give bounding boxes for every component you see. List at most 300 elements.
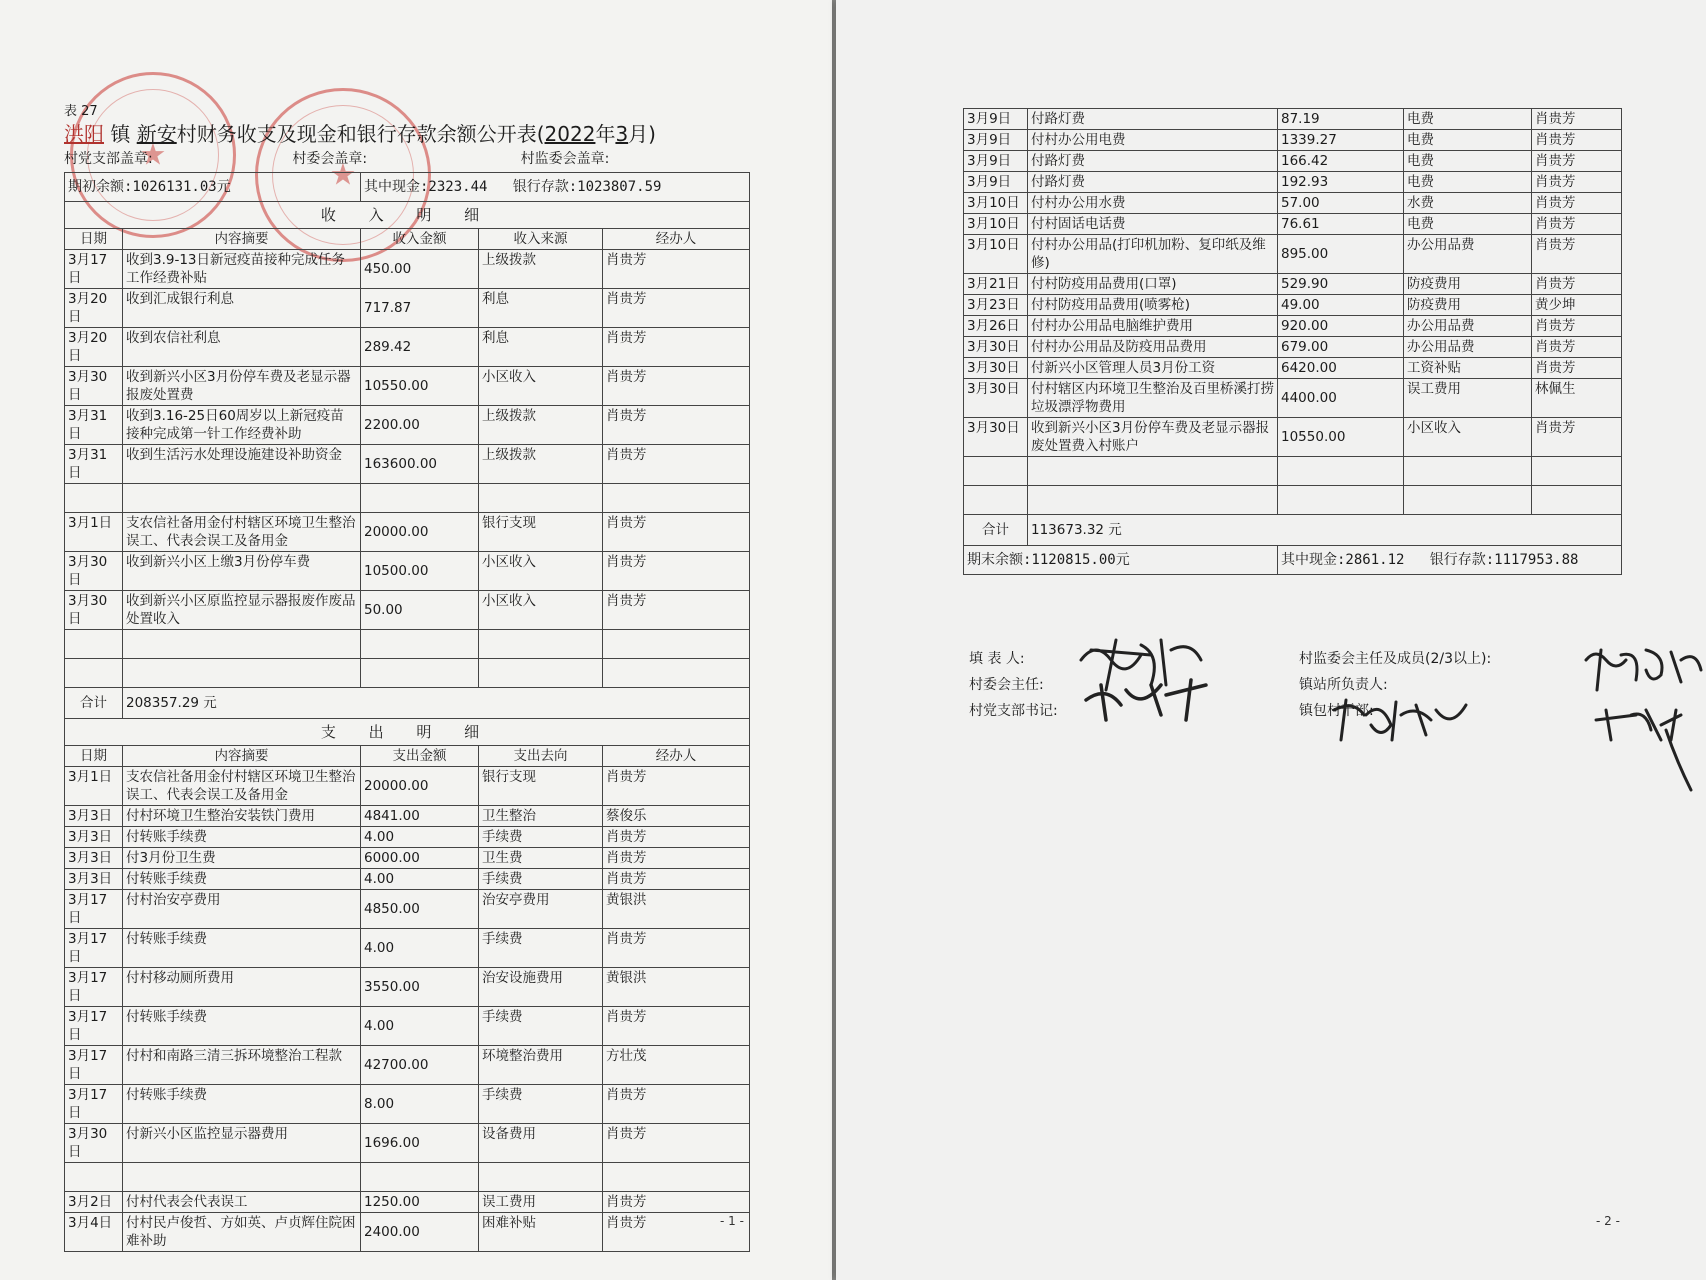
description-cell: 付转账手续费 <box>123 1007 361 1046</box>
category-cell <box>479 484 603 513</box>
handler-cell: 蔡俊乐 <box>603 806 750 827</box>
category-cell <box>479 659 603 688</box>
handler-cell: 肖贵芳 <box>1532 418 1622 457</box>
date-cell <box>65 1163 123 1192</box>
date-cell: 3月21日 <box>964 274 1028 295</box>
party-secretary-label: 村党支部书记: <box>969 703 1058 719</box>
category-cell: 手续费 <box>479 869 603 890</box>
handler-cell: 肖贵芳 <box>1532 151 1622 172</box>
description-cell: 付3月份卫生费 <box>123 848 361 869</box>
category-cell: 电费 <box>1404 172 1532 193</box>
date-cell: 3月17日 <box>65 250 123 289</box>
amount-cell: 4850.00 <box>361 890 479 929</box>
expense-row <box>65 869 750 890</box>
category-cell <box>1404 457 1532 486</box>
expense-row <box>65 806 750 827</box>
category-cell <box>479 630 603 659</box>
red-seal-stamp: ★ <box>255 88 431 262</box>
handler-cell: 肖贵芳 <box>1532 235 1622 274</box>
amount-cell: 50.00 <box>361 591 479 630</box>
handler-cell: 黄银洪 <box>603 968 750 1007</box>
party-seal-label: 村党支部盖章: <box>64 151 153 167</box>
description-cell: 付转账手续费 <box>123 827 361 848</box>
date-cell: 3月10日 <box>964 235 1028 274</box>
date-cell: 3月9日 <box>964 151 1028 172</box>
amount-cell <box>1278 457 1404 486</box>
category-cell: 电费 <box>1404 109 1532 130</box>
amount-cell: 4.00 <box>361 929 479 968</box>
category-cell: 上级拨款 <box>479 445 603 484</box>
amount-cell <box>361 659 479 688</box>
description-cell: 付转账手续费 <box>123 1085 361 1124</box>
amount-cell <box>361 484 479 513</box>
expense-row <box>964 418 1622 457</box>
description-cell <box>123 1163 361 1192</box>
document-page-2 <box>836 0 1706 1280</box>
date-cell: 3月30日 <box>964 337 1028 358</box>
amount-cell: 2400.00 <box>361 1213 479 1252</box>
date-cell: 3月3日 <box>65 806 123 827</box>
amount-cell: 4.00 <box>361 827 479 848</box>
date-cell: 3月3日 <box>65 827 123 848</box>
description-cell: 付村办公用品及防疫用品费用 <box>1028 337 1278 358</box>
description-cell: 付转账手续费 <box>123 869 361 890</box>
town-cadre-label: 镇包村干部: <box>1299 703 1374 719</box>
date-cell: 3月30日 <box>964 358 1028 379</box>
closing-balance: 期末余额:1120815.00元 <box>964 546 1278 575</box>
amount-cell: 87.19 <box>1278 109 1404 130</box>
category-cell: 防疫费用 <box>1404 295 1532 316</box>
expense-row <box>964 457 1622 486</box>
amount-cell: 192.93 <box>1278 172 1404 193</box>
category-cell: 设备费用 <box>479 1124 603 1163</box>
description-cell: 付新兴小区管理人员3月份工资 <box>1028 358 1278 379</box>
handler-cell <box>603 484 750 513</box>
handler-cell <box>1532 486 1622 515</box>
amount-cell: 76.61 <box>1278 214 1404 235</box>
handler-cell: 肖贵芳 <box>603 591 750 630</box>
date-cell: 3月1日 <box>65 513 123 552</box>
description-cell <box>123 630 361 659</box>
amount-cell: 20000.00 <box>361 767 479 806</box>
income-header-row <box>65 229 750 250</box>
category-cell: 困难补贴 <box>479 1213 603 1252</box>
date-cell: 3月20日 <box>65 289 123 328</box>
amount-cell <box>1278 486 1404 515</box>
category-cell: 手续费 <box>479 929 603 968</box>
description-cell: 付村环境卫生整治安装铁门费用 <box>123 806 361 827</box>
amount-cell: 42700.00 <box>361 1046 479 1085</box>
expense-row <box>65 1213 750 1252</box>
income-row <box>65 328 750 367</box>
category-cell: 防疫费用 <box>1404 274 1532 295</box>
description-cell: 收到生活污水处理设施建设补助资金 <box>123 445 361 484</box>
expense-row <box>65 767 750 806</box>
amount-cell: 20000.00 <box>361 513 479 552</box>
amount-cell: 10550.00 <box>1278 418 1404 457</box>
expense-row <box>964 337 1622 358</box>
expense-row <box>65 848 750 869</box>
date-cell: 3月17日 <box>65 890 123 929</box>
handler-cell: 肖贵芳 <box>603 929 750 968</box>
expense-row <box>964 235 1622 274</box>
expense-total-row <box>964 515 1622 546</box>
expense-section-title: 支 出 明 细 <box>65 719 750 746</box>
description-cell: 收到新兴小区上缴3月份停车费 <box>123 552 361 591</box>
description-cell: 付路灯费 <box>1028 109 1278 130</box>
date-cell: 3月20日 <box>65 328 123 367</box>
amount-cell: 529.90 <box>1278 274 1404 295</box>
description-cell: 付村和南路三清三拆环境整治工程款 <box>123 1046 361 1085</box>
date-cell: 3月9日 <box>964 172 1028 193</box>
income-table <box>64 172 750 1252</box>
page-number: - 2 - <box>1596 1214 1620 1228</box>
amount-cell: 4.00 <box>361 1007 479 1046</box>
closing-balance-row <box>964 546 1622 575</box>
table-number: 表 27 <box>64 104 98 119</box>
amount-cell: 10550.00 <box>361 367 479 406</box>
date-cell: 3月2日 <box>65 1192 123 1213</box>
description-cell: 付村办公用品电脑维护费用 <box>1028 316 1278 337</box>
expense-row <box>964 486 1622 515</box>
income-total-row <box>65 688 750 719</box>
description-cell: 付转账手续费 <box>123 929 361 968</box>
col-header: 日期 <box>65 746 123 767</box>
description-cell: 付村民卢俊哲、方如英、卢贞辉住院困难补助 <box>123 1213 361 1252</box>
committee-director-label: 村委会主任: <box>969 677 1044 693</box>
supervision-members-label: 村监委会主任及成员(2/3以上): <box>1299 651 1492 667</box>
closing-cash-bank: 其中现金:2861.12 银行存款:1117953.88 <box>1278 546 1622 575</box>
expense-row <box>65 1046 750 1085</box>
date-cell: 3月4日 <box>65 1213 123 1252</box>
committee-seal-label: 村委会盖章: <box>292 151 368 167</box>
description-cell <box>123 484 361 513</box>
income-row <box>65 513 750 552</box>
income-row <box>65 406 750 445</box>
handler-cell: 黄少坤 <box>1532 295 1622 316</box>
amount-cell: 49.00 <box>1278 295 1404 316</box>
amount-cell <box>361 630 479 659</box>
description-cell: 付村防疫用品费用(口罩) <box>1028 274 1278 295</box>
handler-cell: 肖贵芳 <box>603 1085 750 1124</box>
category-cell: 电费 <box>1404 130 1532 151</box>
col-header: 内容摘要 <box>123 746 361 767</box>
red-seal-stamp: ★ <box>70 72 236 238</box>
category-cell: 工资补贴 <box>1404 358 1532 379</box>
amount-cell: 6000.00 <box>361 848 479 869</box>
category-cell: 误工费用 <box>1404 379 1532 418</box>
income-total-value: 208357.29 元 <box>123 688 750 719</box>
income-row <box>65 250 750 289</box>
description-cell: 收到新兴小区原监控显示器报废作废品处置收入 <box>123 591 361 630</box>
amount-cell: 57.00 <box>1278 193 1404 214</box>
category-cell <box>1404 486 1532 515</box>
amount-cell: 4.00 <box>361 869 479 890</box>
handler-cell: 肖贵芳 <box>603 552 750 591</box>
col-header: 内容摘要 <box>123 229 361 250</box>
expense-row <box>964 316 1622 337</box>
description-cell: 收到3.16-25日60周岁以上新冠疫苗接种完成第一针工作经费补助 <box>123 406 361 445</box>
date-cell: 3月30日 <box>65 367 123 406</box>
col-header: 经办人 <box>603 746 750 767</box>
page-number: - 1 - <box>720 1214 744 1228</box>
category-cell: 卫生费 <box>479 848 603 869</box>
income-row <box>65 552 750 591</box>
date-cell: 3月1日 <box>65 767 123 806</box>
description-cell: 付路灯费 <box>1028 151 1278 172</box>
handler-cell: 肖贵芳 <box>1532 358 1622 379</box>
date-cell: 3月30日 <box>964 418 1028 457</box>
income-row <box>65 591 750 630</box>
expense-row <box>65 929 750 968</box>
handler-cell <box>603 659 750 688</box>
description-cell: 收到3.9-13日新冠疫苗接种完成任务工作经费补贴 <box>123 250 361 289</box>
amount-cell: 289.42 <box>361 328 479 367</box>
col-header: 日期 <box>65 229 123 250</box>
date-cell <box>65 630 123 659</box>
category-cell: 小区收入 <box>479 552 603 591</box>
handler-cell <box>1532 457 1622 486</box>
handler-cell: 肖贵芳 <box>603 827 750 848</box>
category-cell: 办公用品费 <box>1404 235 1532 274</box>
handler-cell: 肖贵芳 <box>603 367 750 406</box>
supervision-seal-label: 村监委会盖章: <box>520 151 610 167</box>
date-cell <box>65 659 123 688</box>
description-cell: 收到农信社利息 <box>123 328 361 367</box>
expense-header-row <box>65 746 750 767</box>
filler-label: 填 表 人: <box>969 651 1025 667</box>
handler-cell: 肖贵芳 <box>1532 316 1622 337</box>
date-cell: 3月10日 <box>964 214 1028 235</box>
description-cell: 付村代表会代表误工 <box>123 1192 361 1213</box>
date-cell: 3月30日 <box>65 552 123 591</box>
category-cell: 上级拨款 <box>479 406 603 445</box>
category-cell: 办公用品费 <box>1404 337 1532 358</box>
category-cell: 利息 <box>479 328 603 367</box>
category-cell: 小区收入 <box>479 367 603 406</box>
date-cell: 3月3日 <box>65 869 123 890</box>
page-title: 洪阳 镇 新安村财务收支及现金和银行存款余额公开表(2022年3月) <box>64 122 656 146</box>
handler-cell: 肖贵芳 <box>603 869 750 890</box>
category-cell: 水费 <box>1404 193 1532 214</box>
opening-cash-bank: 其中现金:2323.44 银行存款:1023807.59 <box>361 173 750 202</box>
station-head-label: 镇站所负责人: <box>1299 677 1388 693</box>
amount-cell: 895.00 <box>1278 235 1404 274</box>
category-cell: 银行支现 <box>479 767 603 806</box>
date-cell: 3月17日 <box>65 968 123 1007</box>
description-cell: 付村移动厕所费用 <box>123 968 361 1007</box>
opening-balance-row <box>65 173 750 202</box>
amount-cell: 920.00 <box>1278 316 1404 337</box>
income-section-title: 收 入 明 细 <box>65 202 750 229</box>
expense-row <box>65 1192 750 1213</box>
document-page-1 <box>0 0 832 1280</box>
handler-cell: 肖贵芳 <box>1532 274 1622 295</box>
handler-cell: 肖贵芳 <box>603 767 750 806</box>
handler-cell: 肖贵芳 <box>603 1007 750 1046</box>
category-cell: 小区收入 <box>479 591 603 630</box>
amount-cell: 679.00 <box>1278 337 1404 358</box>
expense-row <box>964 172 1622 193</box>
description-cell: 收到新兴小区3月份停车费及老显示器报废处置费 <box>123 367 361 406</box>
amount-cell: 4400.00 <box>1278 379 1404 418</box>
income-row <box>65 445 750 484</box>
category-cell: 银行支现 <box>479 513 603 552</box>
category-cell: 上级拨款 <box>479 250 603 289</box>
handler-cell: 肖贵芳 <box>603 1192 750 1213</box>
amount-cell: 4841.00 <box>361 806 479 827</box>
date-cell <box>964 457 1028 486</box>
amount-cell: 1250.00 <box>361 1192 479 1213</box>
description-cell: 付村固话电话费 <box>1028 214 1278 235</box>
amount-cell: 10500.00 <box>361 552 479 591</box>
expense-row <box>964 214 1622 235</box>
expense-row <box>65 1124 750 1163</box>
amount-cell: 2200.00 <box>361 406 479 445</box>
handler-cell: 肖贵芳 <box>1532 193 1622 214</box>
income-row <box>65 289 750 328</box>
date-cell: 3月17日 <box>65 1007 123 1046</box>
description-cell <box>123 659 361 688</box>
category-cell: 卫生整治 <box>479 806 603 827</box>
handler-cell: 肖贵芳 <box>603 848 750 869</box>
date-cell: 3月31日 <box>65 445 123 484</box>
handler-cell: 肖贵芳 <box>603 289 750 328</box>
total-label: 合计 <box>65 688 123 719</box>
handler-cell <box>603 630 750 659</box>
date-cell <box>964 486 1028 515</box>
category-cell: 手续费 <box>479 827 603 848</box>
signature-block <box>969 648 1629 726</box>
expense-row <box>964 379 1622 418</box>
handler-cell: 肖贵芳 <box>603 445 750 484</box>
expense-row <box>65 1085 750 1124</box>
handler-cell: 方壮茂 <box>603 1046 750 1085</box>
income-row <box>65 484 750 513</box>
total-label: 合计 <box>964 515 1028 546</box>
expense-row <box>964 130 1622 151</box>
income-row <box>65 659 750 688</box>
description-cell <box>1028 457 1278 486</box>
date-cell: 3月31日 <box>65 406 123 445</box>
expense-row <box>65 968 750 1007</box>
amount-cell: 1339.27 <box>1278 130 1404 151</box>
category-cell: 电费 <box>1404 151 1532 172</box>
handler-cell: 肖贵芳 <box>603 328 750 367</box>
category-cell: 手续费 <box>479 1085 603 1124</box>
handler-cell: 肖贵芳 <box>1532 109 1622 130</box>
handler-cell: 肖贵芳 <box>1532 172 1622 193</box>
description-cell: 付路灯费 <box>1028 172 1278 193</box>
description-cell: 付村办公用水费 <box>1028 193 1278 214</box>
date-cell: 3月9日 <box>964 109 1028 130</box>
col-header: 支出去向 <box>479 746 603 767</box>
category-cell: 环境整治费用 <box>479 1046 603 1085</box>
description-cell: 支农信社备用金付村辖区环境卫生整治误工、代表会误工及备用金 <box>123 767 361 806</box>
date-cell: 3月26日 <box>964 316 1028 337</box>
amount-cell: 1696.00 <box>361 1124 479 1163</box>
category-cell: 小区收入 <box>1404 418 1532 457</box>
expense-row <box>964 109 1622 130</box>
handler-cell: 肖贵芳 <box>603 513 750 552</box>
expense-continued-table <box>963 108 1622 575</box>
category-cell: 治安亭费用 <box>479 890 603 929</box>
handler-cell: 肖贵芳 <box>603 1213 750 1252</box>
date-cell: 3月30日 <box>65 1124 123 1163</box>
expense-total-value: 113673.32 元 <box>1028 515 1622 546</box>
expense-row <box>65 827 750 848</box>
amount-cell: 717.87 <box>361 289 479 328</box>
amount-cell: 166.42 <box>1278 151 1404 172</box>
date-cell <box>65 484 123 513</box>
handler-cell <box>603 1163 750 1192</box>
category-cell <box>479 1163 603 1192</box>
col-header: 经办人 <box>603 229 750 250</box>
handler-cell: 肖贵芳 <box>1532 130 1622 151</box>
date-cell: 3月17日 <box>65 1046 123 1085</box>
amount-cell: 450.00 <box>361 250 479 289</box>
amount-cell: 3550.00 <box>361 968 479 1007</box>
handler-cell: 肖贵芳 <box>603 250 750 289</box>
category-cell: 办公用品费 <box>1404 316 1532 337</box>
category-cell: 误工费用 <box>479 1192 603 1213</box>
date-cell: 3月17日 <box>65 929 123 968</box>
description-cell: 收到新兴小区3月份停车费及老显示器报废处置费入村账户 <box>1028 418 1278 457</box>
date-cell: 3月9日 <box>964 130 1028 151</box>
handler-cell: 肖贵芳 <box>603 1124 750 1163</box>
date-cell: 3月10日 <box>964 193 1028 214</box>
income-row <box>65 630 750 659</box>
date-cell: 3月23日 <box>964 295 1028 316</box>
expense-row <box>65 1007 750 1046</box>
description-cell <box>1028 486 1278 515</box>
description-cell: 支农信社备用金付村辖区环境卫生整治误工、代表会误工及备用金 <box>123 513 361 552</box>
date-cell: 3月30日 <box>964 379 1028 418</box>
expense-row <box>964 193 1622 214</box>
expense-row <box>65 1163 750 1192</box>
col-header: 支出金额 <box>361 746 479 767</box>
description-cell: 付村办公用品(打印机加粉、复印纸及维修) <box>1028 235 1278 274</box>
seal-line <box>64 148 749 172</box>
expense-row <box>964 295 1622 316</box>
description-cell: 付村办公用电费 <box>1028 130 1278 151</box>
col-header: 收入金额 <box>361 229 479 250</box>
expense-row <box>65 890 750 929</box>
expense-row <box>964 151 1622 172</box>
amount-cell: 163600.00 <box>361 445 479 484</box>
date-cell: 3月17日 <box>65 1085 123 1124</box>
expense-row <box>964 358 1622 379</box>
description-cell: 付村辖区内环境卫生整治及百里桥溪打捞垃圾漂浮物费用 <box>1028 379 1278 418</box>
description-cell: 收到汇成银行利息 <box>123 289 361 328</box>
amount-cell: 6420.00 <box>1278 358 1404 379</box>
category-cell: 治安设施费用 <box>479 968 603 1007</box>
income-row <box>65 367 750 406</box>
description-cell: 付新兴小区监控显示器费用 <box>123 1124 361 1163</box>
handler-cell: 肖贵芳 <box>603 406 750 445</box>
col-header: 收入来源 <box>479 229 603 250</box>
expense-row <box>964 274 1622 295</box>
opening-balance: 期初余额:1026131.03元 <box>65 173 361 202</box>
date-cell: 3月3日 <box>65 848 123 869</box>
amount-cell <box>361 1163 479 1192</box>
handler-cell: 肖贵芳 <box>1532 337 1622 358</box>
handler-cell: 肖贵芳 <box>1532 214 1622 235</box>
category-cell: 手续费 <box>479 1007 603 1046</box>
description-cell: 付村防疫用品费用(喷雾枪) <box>1028 295 1278 316</box>
handler-cell: 黄银洪 <box>603 890 750 929</box>
category-cell: 利息 <box>479 289 603 328</box>
